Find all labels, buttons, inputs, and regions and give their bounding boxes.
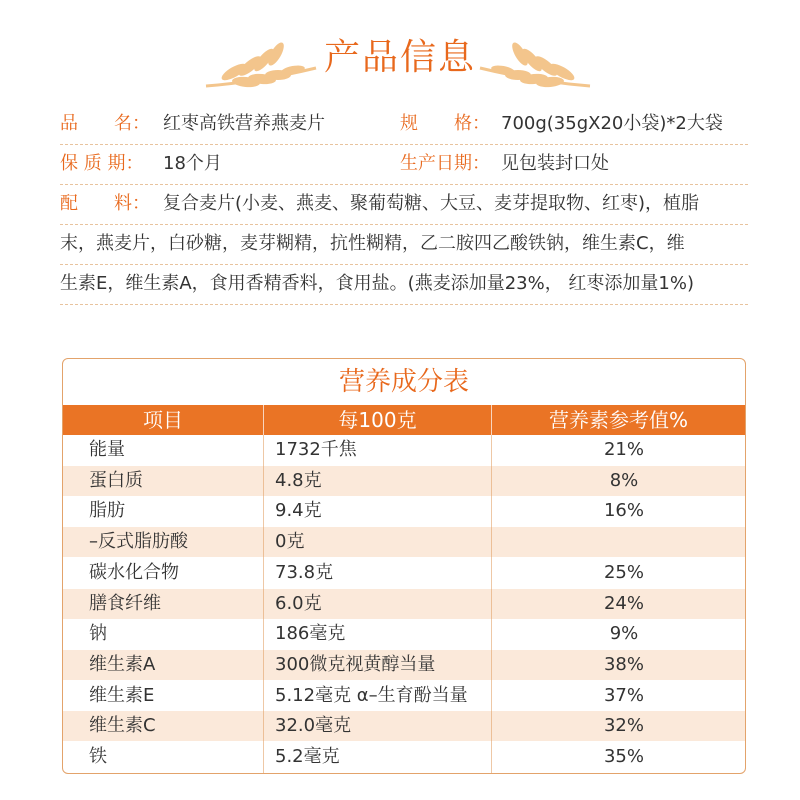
wheat-right-icon (458, 28, 598, 92)
nutrient-amount: 0克 (275, 531, 305, 553)
nutrient-name: 维生素A (89, 653, 156, 675)
shelf-life-value: 18个月 (163, 153, 222, 174)
product-name-label: 品 名： (60, 113, 150, 134)
page-title: 产品信息 (323, 37, 476, 78)
nutrient-nrv: 16% (603, 500, 644, 522)
ingredients-text-2: 末，燕麦片，白砂糖，麦芽糊精，抗性糊精，乙二胺四乙酸铁钠，维生素C，维 (60, 233, 685, 254)
table-row (63, 619, 745, 649)
nutrition-table-header (63, 405, 745, 435)
header-item: 项目 (143, 408, 183, 432)
ingredients-line-2 (60, 224, 748, 265)
nutrient-nrv (503, 527, 745, 557)
nutrient-nrv: 24% (603, 592, 644, 614)
table-row (63, 527, 745, 557)
nutrient-name: –反式脂肪酸 (89, 531, 188, 553)
production-date-value: 见包装封口处 (501, 153, 609, 174)
nutrient-nrv: 35% (603, 746, 644, 767)
table-row (63, 742, 745, 772)
nutrient-nrv: 9% (609, 623, 639, 645)
product-name-value: 红枣高铁营养燕麦片 (163, 113, 325, 134)
nutrient-amount: 5.12毫克 α–生育酚当量 (275, 684, 468, 706)
ingredients-line-1 (60, 184, 748, 225)
nutrient-nrv: 37% (603, 684, 644, 706)
table-row (63, 558, 745, 588)
nutrient-name: 钠 (89, 623, 107, 645)
info-row-shelf-date (60, 144, 748, 185)
section-header (0, 20, 800, 100)
production-date-label: 生产日期： (400, 153, 490, 174)
ingredients-text-1: 复合麦片(小麦、燕麦、聚葡萄糖、大豆、麦芽提取物、红枣)，植脂 (163, 193, 700, 214)
nutrient-nrv: 25% (603, 561, 644, 583)
nutrient-amount: 73.8克 (275, 561, 334, 583)
table-row (63, 435, 745, 465)
info-row-name-spec (60, 104, 748, 145)
nutrient-name: 铁 (89, 746, 107, 767)
nutrient-name: 脂肪 (89, 500, 125, 522)
spec-label: 规 格： (400, 113, 490, 134)
nutrient-amount: 300微克视黄醇当量 (275, 653, 436, 675)
table-row (63, 589, 745, 619)
ingredients-label: 配 料： (60, 193, 150, 214)
nutrient-name: 膳食纤维 (89, 592, 161, 614)
nutrient-name: 蛋白质 (89, 469, 143, 491)
nutrient-amount: 4.8克 (275, 469, 322, 491)
nutrition-table (62, 358, 746, 774)
nutrient-amount: 186毫克 (275, 623, 346, 645)
spec-value: 700g(35gX20小袋)*2大袋 (501, 113, 723, 134)
nutrient-name: 碳水化合物 (89, 561, 179, 583)
table-row (63, 650, 745, 680)
nutrient-amount: 1732千焦 (275, 439, 357, 460)
ingredients-line-3 (60, 264, 748, 305)
table-row (63, 711, 745, 741)
table-row (63, 466, 745, 496)
nutrient-name: 能量 (89, 439, 125, 460)
table-row (63, 496, 745, 526)
nutrient-amount: 9.4克 (275, 500, 322, 522)
shelf-life-label: 保 质 期： (60, 153, 144, 174)
table-row (63, 681, 745, 711)
nutrient-nrv: 38% (603, 653, 644, 675)
header-nrv: 营养素参考值% (548, 408, 688, 432)
nutrient-name: 维生素C (89, 715, 156, 737)
nutrition-table-title: 营养成分表 (338, 367, 469, 397)
header-per-100g: 每100克 (338, 408, 417, 432)
nutrient-amount: 6.0克 (275, 592, 322, 614)
nutrient-nrv: 32% (603, 715, 644, 737)
ingredients-text-3: 生素E，维生素A，食用香精香料，食用盐。(燕麦添加量23%， 红枣添加量1%) (60, 273, 695, 294)
nutrient-nrv: 21% (603, 439, 644, 460)
nutrient-name: 维生素E (89, 684, 155, 706)
nutrient-amount: 5.2毫克 (275, 746, 340, 767)
nutrient-amount: 32.0毫克 (275, 715, 352, 737)
nutrient-nrv: 8% (609, 469, 639, 491)
